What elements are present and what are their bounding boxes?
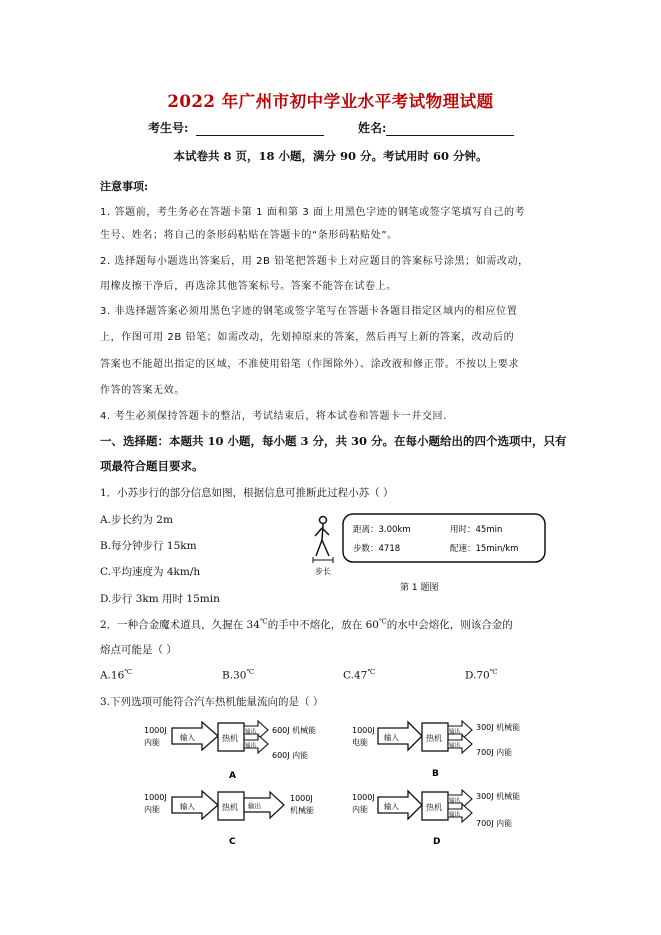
- svg-text:电能: 电能: [352, 738, 368, 747]
- q2-option-a: A.16℃: [100, 668, 133, 682]
- degree-symbol: ℃: [259, 617, 268, 626]
- svg-text:输出: 输出: [245, 743, 257, 749]
- panel-letter: C: [229, 837, 236, 847]
- section-heading: 一、选择题：本题共 10 小题，每小题 3 分，共 30 分。在每小题给出的四个选项中，只有: [100, 434, 567, 448]
- q1-info-box: [343, 514, 545, 562]
- distance-label: 距离：3.00km: [353, 525, 411, 535]
- note-line: 4. 考生必须保持答题卡的整洁，考试结束后，将本试卷和答题卡一并交回.: [100, 411, 447, 422]
- svg-text:输出: 输出: [449, 812, 461, 818]
- q3-panel-c: [140, 788, 340, 850]
- svg-text:机械能: 机械能: [290, 806, 314, 815]
- notes-heading: 注意事项:: [100, 180, 149, 193]
- note-line: 生号、姓名；将自己的条形码粘贴在答题卡的“条形码粘贴处”。: [100, 230, 398, 241]
- q2-option-b: B.30℃: [222, 668, 255, 682]
- svg-text:600J 机械能: 600J 机械能: [272, 726, 317, 735]
- svg-text:1000J: 1000J: [352, 726, 375, 735]
- svg-text:内能: 内能: [144, 738, 160, 747]
- exam-number-label: 考生号:: [148, 121, 189, 135]
- note-line: 1. 答题前，考生务必在答题卡第 1 面和第 3 面上用黑色字迹的钢笔或签字笔填写自己的考: [100, 207, 526, 218]
- time-label: 用时：45min: [450, 525, 503, 535]
- exam-number-field[interactable]: [196, 121, 324, 136]
- q2-option-c: C.47℃: [343, 668, 376, 682]
- q1-option-c: C.平均速度为 4km/h: [100, 566, 201, 578]
- svg-text:输入: 输入: [180, 802, 195, 811]
- section-heading-cont: 项最符合题目要求。: [100, 459, 204, 473]
- q2-option-d: D.70℃: [465, 668, 498, 682]
- q3-panel-a: [138, 720, 338, 782]
- svg-text:热机: 热机: [426, 734, 442, 743]
- step-length-label: 步长: [315, 567, 331, 576]
- page-title: 2022 年广州市初中学业水平考试物理试题: [167, 92, 494, 111]
- walker-icon: [315, 517, 329, 557]
- q3-stem: 3.下列选项可能符合汽车热机能量流向的是（ ）: [100, 696, 324, 708]
- input-arrow: [172, 791, 218, 819]
- q2-stem: 2．一种合金魔术道具，久握在 34℃的手中不熔化，放在 60℃的水中会熔化，则该合金的: [100, 617, 513, 631]
- svg-text:输入: 输入: [384, 733, 399, 742]
- svg-text:热机: 热机: [222, 803, 238, 812]
- note-line: 上，作图可用 2B 铅笔；如需改动，先划掉原来的答案，然后再写上新的答案，改动后的: [100, 332, 515, 343]
- q1-option-d: D.步行 3km 用时 15min: [100, 593, 220, 605]
- panel-letter: B: [432, 769, 439, 779]
- degree-symbol: ℃: [378, 617, 387, 626]
- svg-text:输出: 输出: [449, 743, 461, 749]
- svg-text:300J 机械能: 300J 机械能: [476, 723, 521, 732]
- svg-text:700J 内能: 700J 内能: [476, 819, 513, 828]
- svg-text:输入: 输入: [384, 802, 399, 811]
- steps-label: 步数：4718: [353, 544, 401, 554]
- svg-text:1000J: 1000J: [290, 794, 313, 803]
- svg-text:输入: 输入: [180, 733, 195, 742]
- svg-text:输出: 输出: [245, 729, 257, 735]
- q3-panel-b: [350, 720, 550, 782]
- svg-text:1000J: 1000J: [352, 793, 375, 802]
- panel-letter: A: [229, 771, 236, 781]
- q3-panel-d: [352, 788, 552, 850]
- q1-option-a: A.步长约为 2m: [100, 514, 173, 526]
- svg-text:内能: 内能: [144, 805, 160, 814]
- svg-text:热机: 热机: [426, 803, 442, 812]
- note-line: 答案也不能超出指定的区域，不准使用铅笔（作图除外）、涂改液和修正带。不按以上要求: [100, 359, 519, 370]
- svg-text:热机: 热机: [222, 734, 238, 743]
- q1-figure: [305, 512, 555, 594]
- note-line: 2. 选择题每小题选出答案后，用 2B 铅笔把答题卡上对应题目的答案标号涂黑；如需改动，: [100, 256, 529, 267]
- name-field[interactable]: [386, 121, 514, 136]
- svg-text:600J 内能: 600J 内能: [272, 751, 309, 760]
- svg-text:1000J: 1000J: [144, 793, 167, 802]
- figure-caption: 第 1 题图: [400, 583, 439, 593]
- pace-label: 配速：15min/km: [450, 544, 519, 554]
- note-line: 作答的答案无效。: [100, 385, 185, 396]
- q1-option-b: B.每分钟步行 15km: [100, 540, 197, 552]
- svg-text:输出: 输出: [449, 798, 461, 804]
- input-arrow: [172, 722, 218, 750]
- note-line: 3. 非选择题答案必须用黑色字迹的钢笔或签字笔写在答题卡各题目指定区域内的相应位置: [100, 306, 518, 317]
- svg-text:内能: 内能: [352, 805, 368, 814]
- panel-letter: D: [433, 837, 441, 847]
- name-label: 姓名:: [358, 121, 387, 135]
- svg-text:1000J: 1000J: [144, 726, 167, 735]
- exam-intro: 本试卷共 8 页，18 小题，满分 90 分。考试用时 60 分钟。: [173, 149, 488, 163]
- svg-text:300J 机械能: 300J 机械能: [476, 792, 521, 801]
- q1-stem: 1．小苏步行的部分信息如图，根据信息可推断此过程小苏（ ）: [100, 487, 394, 499]
- svg-text:输出: 输出: [248, 802, 261, 810]
- svg-text:输出: 输出: [449, 729, 461, 735]
- svg-text:700J 内能: 700J 内能: [476, 748, 513, 757]
- q2-stem-cont: 熔点可能是（ ）: [100, 644, 177, 656]
- note-line: 用橡皮擦干净后，再选涂其他答案标号。答案不能答在试卷上。: [100, 281, 397, 292]
